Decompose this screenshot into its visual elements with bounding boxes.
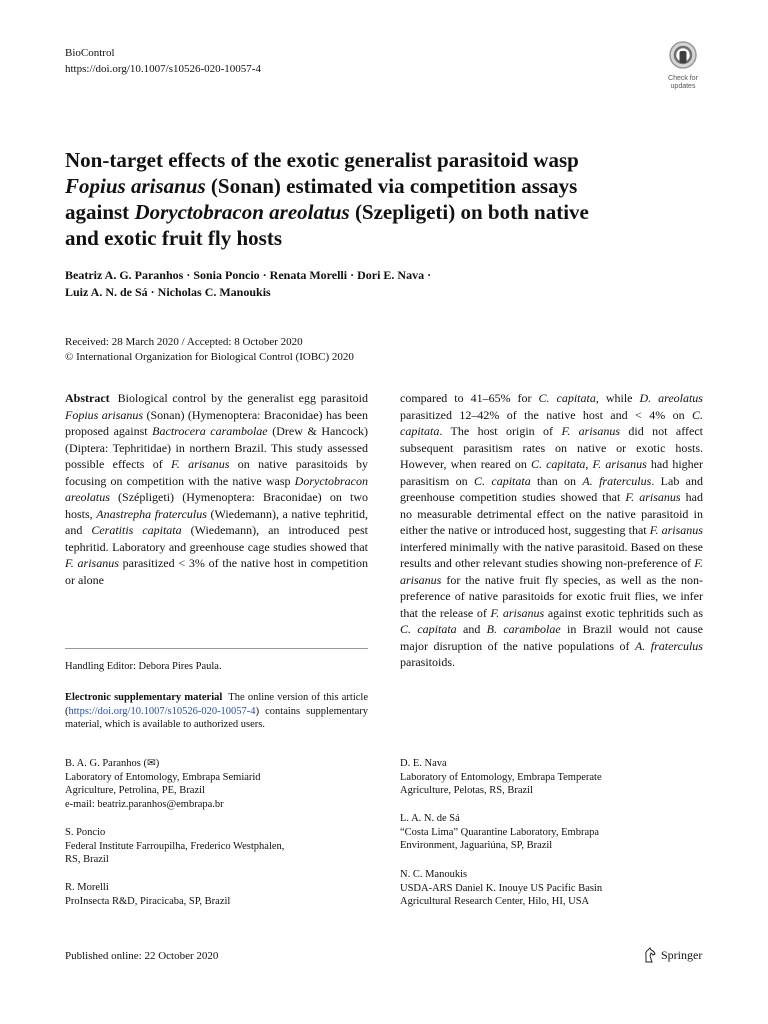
springer-horse-icon xyxy=(643,947,657,963)
article-dates xyxy=(65,335,705,365)
affiliation-morelli: R. Morelli ProInsecta R&D, Piracicaba, SP, Brazil xyxy=(65,882,231,907)
crossmark-icon xyxy=(668,40,698,70)
published-online-date: Published online: 22 October 2020 xyxy=(65,950,219,962)
publisher-logo xyxy=(643,947,702,963)
affiliation-desa: L. A. N. de Sá “Costa Lima” Quarantine Laboratory, Embrapa Environment, Jaguariúna, SP, Brazil xyxy=(400,813,600,851)
author-list xyxy=(65,267,705,301)
handling-editor-note: Handling Editor: Debora Pires Paula. xyxy=(65,661,222,672)
supplementary-material-note: Electronic supplementary material The online version of this article (https://doi.org/10.1007/s10526-020-10057-4) contains supplementary material, which is available to authorized users. xyxy=(65,692,368,730)
journal-header xyxy=(65,45,261,77)
authors-line-2: Luiz A. N. de Sá · Nicholas C. Manoukis xyxy=(65,285,271,299)
affiliation-nava: D. E. Nava Laboratory of Entomology, Embrapa Temperate Agriculture, Pelotas, RS, Brazil xyxy=(400,758,602,796)
received-accepted-dates: Received: 28 March 2020 / Accepted: 8 October 2020 xyxy=(65,336,303,348)
abstract-column-left: Abstract Biological control by the generalist egg parasitoid Fopius arisanus (Sonan) (Hymenoptera: Braconidae) has been proposed against Bactrocera carambolae (Drew & Hancock) (Diptera: Tephritidae) in northern Brazil. This study assessed possible effects of F. arisanus on native parasitoids by focusing on competition with the native wasp Doryctobracon areolatus (Szépligeti) (Hymenoptera: Braconidae) on two hosts, Anastrepha fraterculus (Wiedemann), a native tephritid, and Ceratitis capitata (Wiedemann), an introduced pest tephritid. Laboratory and greenhouse cage studies showed that F. arisanus parasitized < 3% of the native host in competition or alone xyxy=(65,391,369,587)
esm-label: Electronic supplementary material xyxy=(65,692,223,703)
check-for-updates-badge[interactable] xyxy=(660,40,706,91)
journal-name: BioControl xyxy=(65,47,115,59)
article-title: Non-target effects of the exotic generalist parasitoid wasp Fopius arisanus (Sonan) estimated via competition assays against Doryctobracon areolatus (Szepligeti) on both native and exotic fruit fly hosts xyxy=(65,148,589,250)
authors-line-1: Beatriz A. G. Paranhos · Sonia Poncio · Renata Morelli · Dori E. Nava · xyxy=(65,268,432,282)
publisher-name: Springer xyxy=(661,947,703,962)
copyright-line: © International Organization for Biological Control (IOBC) 2020 xyxy=(65,351,354,363)
article-doi-link[interactable]: https://doi.org/10.1007/s10526-020-10057-4 xyxy=(65,63,261,75)
check-for-updates-label: Check for updates xyxy=(668,75,698,90)
affiliation-manoukis: N. C. Manoukis USDA-ARS Daniel K. Inouye US Pacific Basin Agricultural Research Center, Hilo, HI, USA xyxy=(400,869,603,907)
esm-doi-link[interactable]: https://doi.org/10.1007/s10526-020-10057-4 xyxy=(68,705,256,717)
footnote-divider xyxy=(65,648,368,649)
abstract-heading: Abstract xyxy=(65,391,110,405)
abstract-column-right: compared to 41–65% for C. capitata, while D. areolatus parasitized 12–42% of the native host and < 4% on C. capitata. The host origin of F. arisanus did not affect subsequent parasitism rates on native or exotic hosts. However, when reared on C. capitata, F. arisanus had higher parasitism on C. capitata than on A. fraterculus. Lab and greenhouse competition studies showed that F. arisanus had no measurable detrimental effect on the native parasitoid in either the native or introduced host, suggesting that F. arisanus interfered minimally with the native parasitoid. Based on these results and other relevant studies showing non-preference of F. arisanus for the native fruit fly species, as well as the non-preference of native parasitoids for exotic fruit flies, we infer that the release of F. arisanus against exotic tephritids such as C. capitata and B. carambolae in Brazil would not cause major disruption of the native populations of A. fraterculus parasitoids. xyxy=(400,391,704,669)
affiliation-paranhos: B. A. G. Paranhos (✉) Laboratory of Entomology, Embrapa Semiarid Agriculture, Petrolina, PE, Brazil e-mail: beatriz.paranhos@embrapa.br xyxy=(65,758,261,810)
affiliation-poncio: S. Poncio Federal Institute Farroupilha, Frederico Westphalen, RS, Brazil xyxy=(65,827,285,865)
